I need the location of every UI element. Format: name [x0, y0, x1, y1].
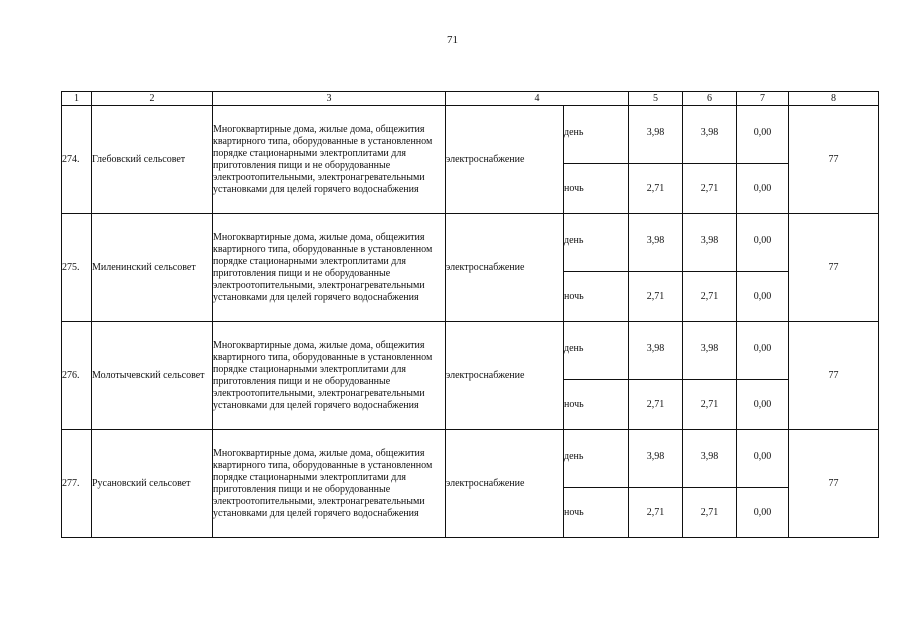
area-name: Молотычевский сельсовет [92, 322, 213, 430]
period-label: день [564, 430, 629, 488]
value-col5: 2,71 [629, 272, 683, 322]
value-col7: 0,00 [737, 272, 789, 322]
value-col8: 77 [789, 214, 879, 322]
period-label: день [564, 322, 629, 380]
value-col8: 77 [789, 430, 879, 538]
period-label: день [564, 214, 629, 272]
period-label: день [564, 106, 629, 164]
value-col6: 3,98 [683, 322, 737, 380]
value-col8: 77 [789, 106, 879, 214]
value-col7: 0,00 [737, 380, 789, 430]
header-cell: 5 [629, 92, 683, 106]
service-kind: электроснабжение [446, 430, 564, 538]
area-name: Глебовский сельсовет [92, 106, 213, 214]
header-cell: 2 [92, 92, 213, 106]
header-cell: 6 [683, 92, 737, 106]
value-col6: 2,71 [683, 380, 737, 430]
header-cell: 1 [62, 92, 92, 106]
area-name: Русановский сельсовет [92, 430, 213, 538]
area-name: Миленинский сельсовет [92, 214, 213, 322]
consumer-description: Многоквартирные дома, жилые дома, общежития квартирного типа, оборудованные в установленном порядке стационарными электроплитами для приготовления пищи и не оборудованные электроотопительными, электронагревательными установками для целей горячего водоснабжения [213, 322, 446, 430]
service-kind: электроснабжение [446, 322, 564, 430]
value-col6: 3,98 [683, 430, 737, 488]
value-col5: 2,71 [629, 164, 683, 214]
value-col6: 2,71 [683, 164, 737, 214]
value-col7: 0,00 [737, 488, 789, 538]
table-row [62, 214, 879, 272]
period-label: ночь [564, 488, 629, 538]
value-col6: 3,98 [683, 106, 737, 164]
value-col8: 77 [789, 322, 879, 430]
row-number: 277. [62, 430, 92, 538]
consumer-description: Многоквартирные дома, жилые дома, общежития квартирного типа, оборудованные в установленном порядке стационарными электроплитами для приготовления пищи и не оборудованные электроотопительными, электронагревательными установками для целей горячего водоснабжения [213, 214, 446, 322]
header-cell: 8 [789, 92, 879, 106]
value-col5: 3,98 [629, 430, 683, 488]
header-cell: 4 [446, 92, 629, 106]
value-col7: 0,00 [737, 322, 789, 380]
tariff-table [61, 91, 879, 538]
header-row [62, 92, 879, 106]
table-row [62, 106, 879, 164]
period-label: ночь [564, 164, 629, 214]
period-label: ночь [564, 380, 629, 430]
value-col5: 3,98 [629, 214, 683, 272]
service-kind: электроснабжение [446, 106, 564, 214]
row-number: 274. [62, 106, 92, 214]
value-col5: 3,98 [629, 322, 683, 380]
header-cell: 3 [213, 92, 446, 106]
table-row [62, 322, 879, 380]
page-number: 71 [447, 34, 458, 46]
consumer-description: Многоквартирные дома, жилые дома, общежития квартирного типа, оборудованные в установленном порядке стационарными электроплитами для приготовления пищи и не оборудованные электроотопительными, электронагревательными установками для целей горячего водоснабжения [213, 430, 446, 538]
value-col6: 2,71 [683, 272, 737, 322]
value-col5: 3,98 [629, 106, 683, 164]
row-number: 276. [62, 322, 92, 430]
value-col7: 0,00 [737, 164, 789, 214]
service-kind: электроснабжение [446, 214, 564, 322]
value-col7: 0,00 [737, 214, 789, 272]
header-cell: 7 [737, 92, 789, 106]
table-row [62, 430, 879, 488]
value-col5: 2,71 [629, 380, 683, 430]
value-col6: 2,71 [683, 488, 737, 538]
value-col7: 0,00 [737, 430, 789, 488]
value-col7: 0,00 [737, 106, 789, 164]
value-col5: 2,71 [629, 488, 683, 538]
period-label: ночь [564, 272, 629, 322]
consumer-description: Многоквартирные дома, жилые дома, общежития квартирного типа, оборудованные в установленном порядке стационарными электроплитами для приготовления пищи и не оборудованные электроотопительными, электронагревательными установками для целей горячего водоснабжения [213, 106, 446, 214]
value-col6: 3,98 [683, 214, 737, 272]
row-number: 275. [62, 214, 92, 322]
